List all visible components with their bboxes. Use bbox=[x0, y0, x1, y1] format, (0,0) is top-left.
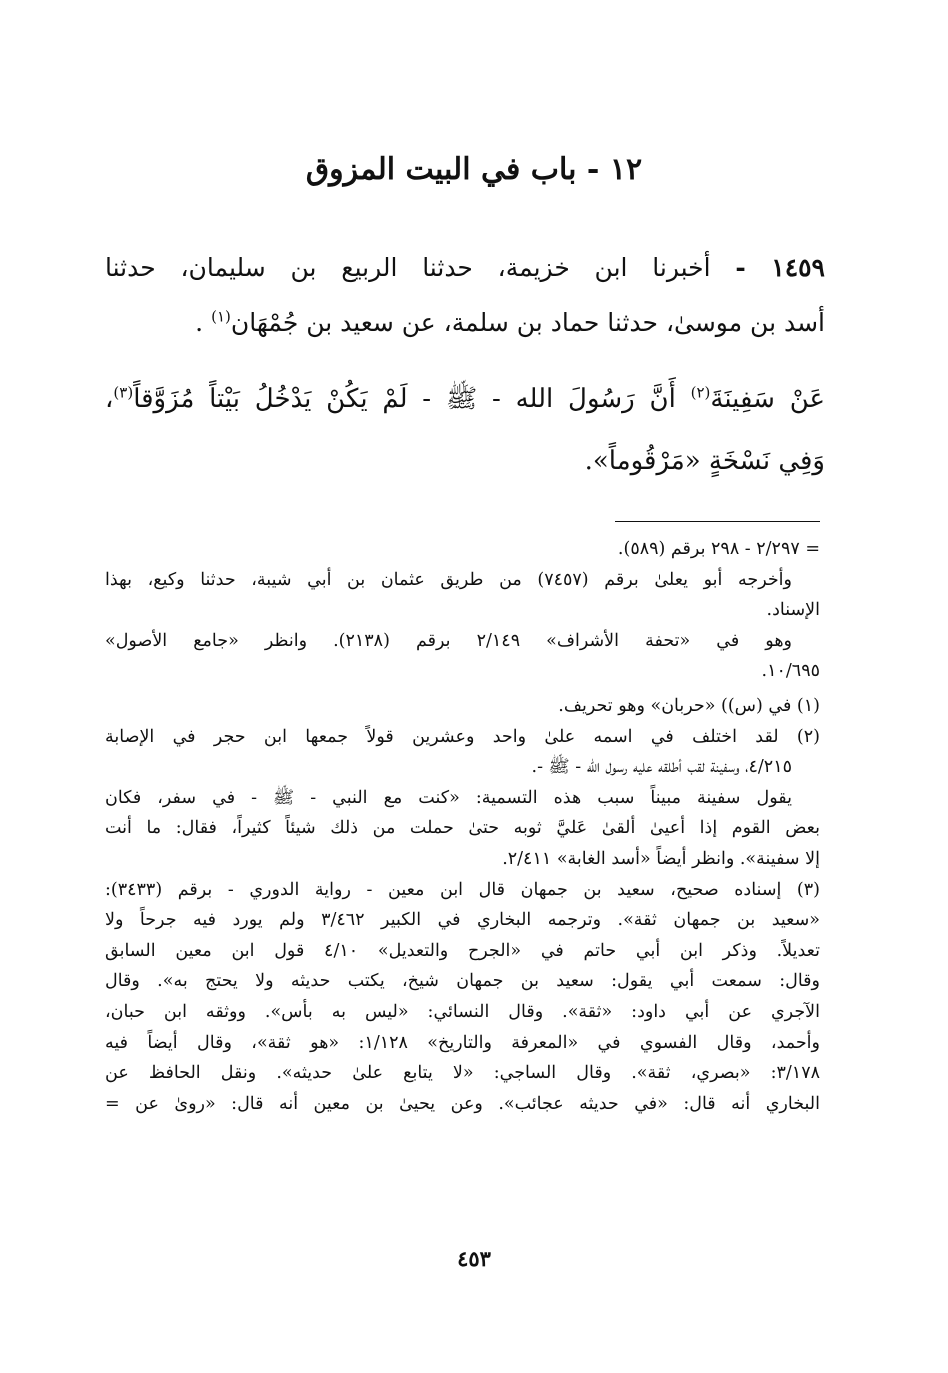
footnote-continuation-line: ١٠/٦٩٥. bbox=[761, 661, 820, 682]
matn-line-1-start: عَنْ سَفِينَةَ bbox=[710, 384, 826, 414]
footnote-3-line: ٣/١٧٨: «بصري، ثقة». وقال الساجي: «لا يتابع علىٰ حديثه». ونقل الحافظ عن bbox=[105, 1063, 820, 1084]
footnote-1: (١) في (س)) «حربان» وهو تحريف. bbox=[558, 695, 820, 716]
matn-line-1-end: ، bbox=[105, 384, 114, 414]
hadith-number: ١٤٥٩ - bbox=[735, 253, 825, 282]
footnote-2-line: إلا سفينة». وانظر أيضاً «أسد الغابة» ٢/٤١١. bbox=[502, 848, 820, 869]
footnote-continuation-line: = ٢/٢٩٧ - ٢٩٨ برقم (٥٨٩). bbox=[617, 539, 820, 559]
footnote-3-line: وقال: سمعت أبي يقول: سعيد بن جمهان شيخ، يكتب حديثه ولا يحتج به». وقال bbox=[105, 971, 820, 992]
matn-line-2: وَفِي نَسْخَةٍ «مَرْقُوماً». bbox=[584, 446, 825, 476]
footnote-3-line: «سعيد بن جمهان ثقة». وترجمه البخاري في الكبير ٣/٤٦٢ ولم يورد فيه جرحاً ولا bbox=[105, 910, 820, 931]
footnote-divider bbox=[615, 521, 820, 522]
footnote-3-line: وأحمد، وقال الفسوي في «المعرفة والتاريخ» ١/١٢٨: «هو ثقة»، وقال أيضاً فيه bbox=[105, 1032, 820, 1053]
footnote-continuation-line: وهو في «تحفة الأشراف» ٢/١٤٩ برقم (٢١٣٨). وانظر «جامع الأصول» bbox=[105, 630, 792, 651]
footnote-2-line: (٢) لقد اختلف في اسمه علىٰ واحد وعشرين قولاً جمعها ابن حجر في الإصابة bbox=[105, 726, 820, 747]
footnote-2-line: يقول سفينة مبيناً سبب هذه التسمية: «كنت مع النبي - ﷺ - في سفر، فكان bbox=[105, 787, 792, 808]
isnad-line-2 bbox=[105, 295, 825, 350]
isnad-line-2-end: . bbox=[195, 308, 204, 337]
isnad-line-1-text: أخبرنا ابن خزيمة، حدثنا الربيع بن سليمان، حدثنا bbox=[105, 253, 711, 282]
footnote-ref-1: (١) bbox=[211, 307, 231, 326]
isnad-line-2-text: أسد بن موسىٰ، حدثنا حماد بن سلمة، عن سعيد بن جُمْهَان bbox=[230, 308, 825, 337]
footnotes bbox=[105, 534, 820, 1119]
isnad-line-1 bbox=[105, 240, 825, 295]
chapter-title: ١٢ - باب في البيت المزوق bbox=[305, 152, 643, 187]
footnote-continuation-line: الإسناد. bbox=[766, 600, 820, 621]
footnote-3-line: البخاري أنه قال: «في حديثه عجائب». وعن يحيىٰ بن معين أنه قال: «روىٰ عن = bbox=[105, 1093, 820, 1114]
footnote-3-line: تعديلاً. وذكر ابن أبي حاتم في «الجرح والتعديل» ٤/١٠ قول ابن معين السابق bbox=[105, 940, 820, 961]
matn-line-1-mid: أَنَّ رَسُولَ الله - ﷺ - لَمْ يَكُنْ يَدْخُلُ بَيْتاً مُزَوَّقاً bbox=[133, 384, 676, 414]
page-number: ٤٥٣ bbox=[457, 1246, 491, 1271]
footnote-continuation-line: وأخرجه أبو يعلىٰ برقم (٧٤٥٧) من طريق عثمان بن أبي شيبة، حدثنا وكيع، بهذا bbox=[105, 569, 792, 590]
hadith-matn bbox=[105, 368, 825, 492]
hadith-isnad bbox=[105, 240, 825, 350]
footnote-3-line: الآجري عن أبي داود: «ثقة». وقال النسائي: «ليس به بأس». ووثقه ابن حبان، bbox=[105, 1001, 820, 1022]
matn-line-1 bbox=[105, 368, 825, 430]
footnote-2-line: ٤/٢١٥، وسفينة لقب أطلقه عليه رسول الله - ﷺ -. bbox=[531, 757, 792, 778]
footnote-ref-2: (٢) bbox=[690, 383, 711, 402]
footnote-2-line: بعض القوم إذا أعيىٰ ألقىٰ عَليَّ ثوبه حتىٰ حملت من ذلك شيئاً كثيراً، فقال: ما أنت bbox=[105, 818, 820, 839]
footnote-3-line: (٣) إسناده صحيح، سعيد بن جمهان قال ابن معين - رواية الدوري - برقم (٣٤٣٣): bbox=[105, 879, 820, 900]
footnote-ref-3: (٣) bbox=[113, 383, 134, 402]
